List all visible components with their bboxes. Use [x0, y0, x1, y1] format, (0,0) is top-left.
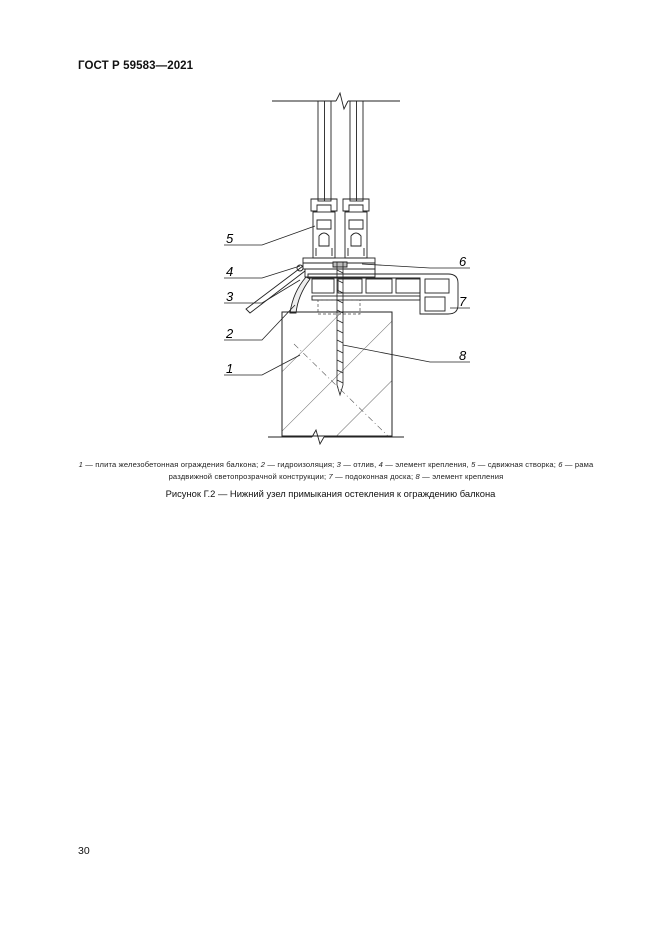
sliding-sash-profiles [311, 199, 369, 258]
figure-caption: Рисунок Г.2 — Нижний узел примыкания остекления к ограждению балкона [165, 488, 496, 499]
callout-4: 4 [226, 264, 234, 279]
document-header: ГОСТ Р 59583—2021 [78, 60, 194, 72]
callout-8: 8 [459, 348, 467, 363]
callout-1: 1 [226, 361, 234, 376]
figure-legend: 1 — плита железобетонная ограждения балкона; 2 — гидроизоляция; 3 — отлив, 4 — элемент крепления, 5 — сдвижная створка; 6 — рама раздвижной светопрозрачной конструкции; 7 — подоконная доска; 8 — элемент крепления [78, 460, 594, 481]
technical-drawing [0, 0, 661, 450]
top-break-line [272, 93, 400, 109]
glazing-panes [318, 101, 363, 201]
callout-3: 3 [226, 289, 234, 304]
page-number: 30 [78, 845, 90, 857]
callout-5: 5 [226, 231, 234, 246]
window-sill-board [308, 274, 458, 314]
callout-6: 6 [459, 254, 467, 269]
callout-7: 7 [459, 294, 467, 309]
callout-2: 2 [226, 326, 234, 341]
